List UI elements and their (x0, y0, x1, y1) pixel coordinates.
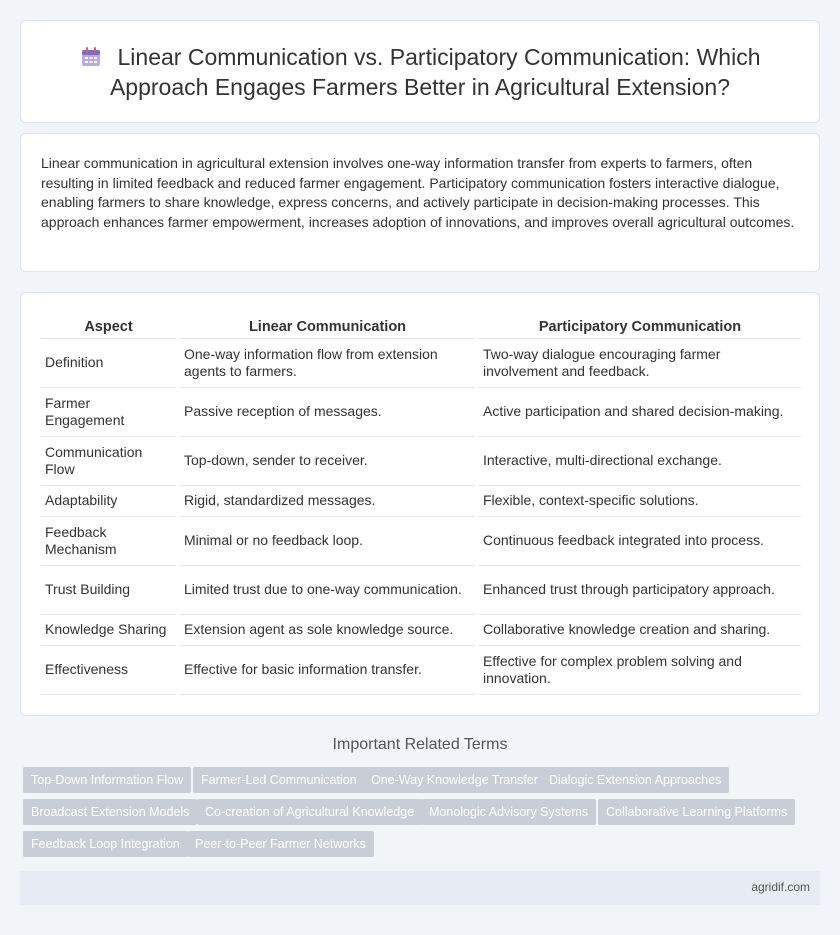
table-row (41, 486, 801, 517)
header-linear: Linear Communication (180, 315, 475, 339)
cell-aspect: Communication Flow (41, 437, 176, 486)
related-term-tag[interactable]: Broadcast Extension Models (23, 799, 197, 825)
cell-linear: Top-down, sender to receiver. (180, 437, 475, 486)
calendar-icon (80, 45, 102, 67)
cell-linear: Extension agent as sole knowledge source. (180, 615, 475, 646)
cell-linear: Effective for basic information transfer. (180, 646, 475, 695)
header-participatory: Participatory Communication (479, 315, 801, 339)
cell-aspect: Trust Building (41, 566, 176, 615)
cell-aspect: Knowledge Sharing (41, 615, 176, 646)
related-term-tag[interactable]: Monologic Advisory Systems (421, 799, 596, 825)
cell-participatory: Two-way dialogue encouraging farmer involvement and feedback. (479, 339, 801, 388)
footer-site[interactable]: agridif.com (751, 880, 810, 894)
cell-linear: Limited trust due to one-way communication. (180, 566, 475, 615)
cell-participatory: Continuous feedback integrated into process. (479, 517, 801, 566)
related-term-tag[interactable]: Dialogic Extension Approaches (541, 767, 729, 793)
title-card (20, 20, 820, 123)
cell-participatory: Enhanced trust through participatory approach. (479, 566, 801, 615)
related-term-tag[interactable]: Farmer-Led Communication (193, 767, 365, 793)
table-row (41, 388, 801, 437)
table-row (41, 437, 801, 486)
cell-linear: Passive reception of messages. (180, 388, 475, 437)
related-term-tag[interactable]: Top-Down Information Flow (23, 767, 191, 793)
page-title (51, 42, 789, 102)
comparison-table (37, 315, 805, 695)
related-term-tag[interactable]: One-Way Knowledge Transfer (363, 767, 546, 793)
header-aspect: Aspect (41, 315, 176, 339)
cell-aspect: Farmer Engagement (41, 388, 176, 437)
footer (20, 871, 820, 905)
related-term-tag[interactable]: Peer-to-Peer Farmer Networks (187, 831, 374, 857)
cell-participatory: Flexible, context-specific solutions. (479, 486, 801, 517)
cell-participatory: Effective for complex problem solving and innovation. (479, 646, 801, 695)
cell-linear: Minimal or no feedback loop. (180, 517, 475, 566)
table-row (41, 566, 801, 615)
table-row (41, 615, 801, 646)
comparison-card (20, 292, 820, 716)
cell-participatory: Interactive, multi-directional exchange. (479, 437, 801, 486)
table-header-row (41, 315, 801, 339)
title-wrap (21, 21, 819, 122)
title-text: Linear Communication vs. Participatory Communication: Which Approach Engages Farmers Better in Agricultural Extension? (109, 43, 761, 100)
related-term-tag[interactable]: Collaborative Learning Platforms (598, 799, 795, 825)
related-term-tag[interactable]: Feedback Loop Integration (23, 831, 188, 857)
table-row (41, 646, 801, 695)
summary-card (20, 133, 820, 272)
cell-aspect: Feedback Mechanism (41, 517, 176, 566)
cell-participatory: Collaborative knowledge creation and sharing. (479, 615, 801, 646)
related-term-tag[interactable]: Co-creation of Agricultural Knowledge (197, 799, 422, 825)
cell-linear: Rigid, standardized messages. (180, 486, 475, 517)
cell-linear: One-way information flow from extension agents to farmers. (180, 339, 475, 388)
cell-aspect: Definition (41, 339, 176, 388)
table-row (41, 339, 801, 388)
related-terms-title: Important Related Terms (332, 736, 508, 753)
cell-aspect: Adaptability (41, 486, 176, 517)
cell-aspect: Effectiveness (41, 646, 176, 695)
summary-text: Linear communication in agricultural extension involves one-way information transfer from experts to farmers, often resulting in limited feedback and reduced farmer engagement. Participatory communication fosters interactive dialogue, enabling farmers to share knowledge, express concerns, and actively participate in decision-making processes. This approach enhances farmer empowerment, increases adoption of innovations, and improves overall agricultural outcomes. (41, 155, 795, 230)
table-row (41, 517, 801, 566)
cell-participatory: Active participation and shared decision-making. (479, 388, 801, 437)
